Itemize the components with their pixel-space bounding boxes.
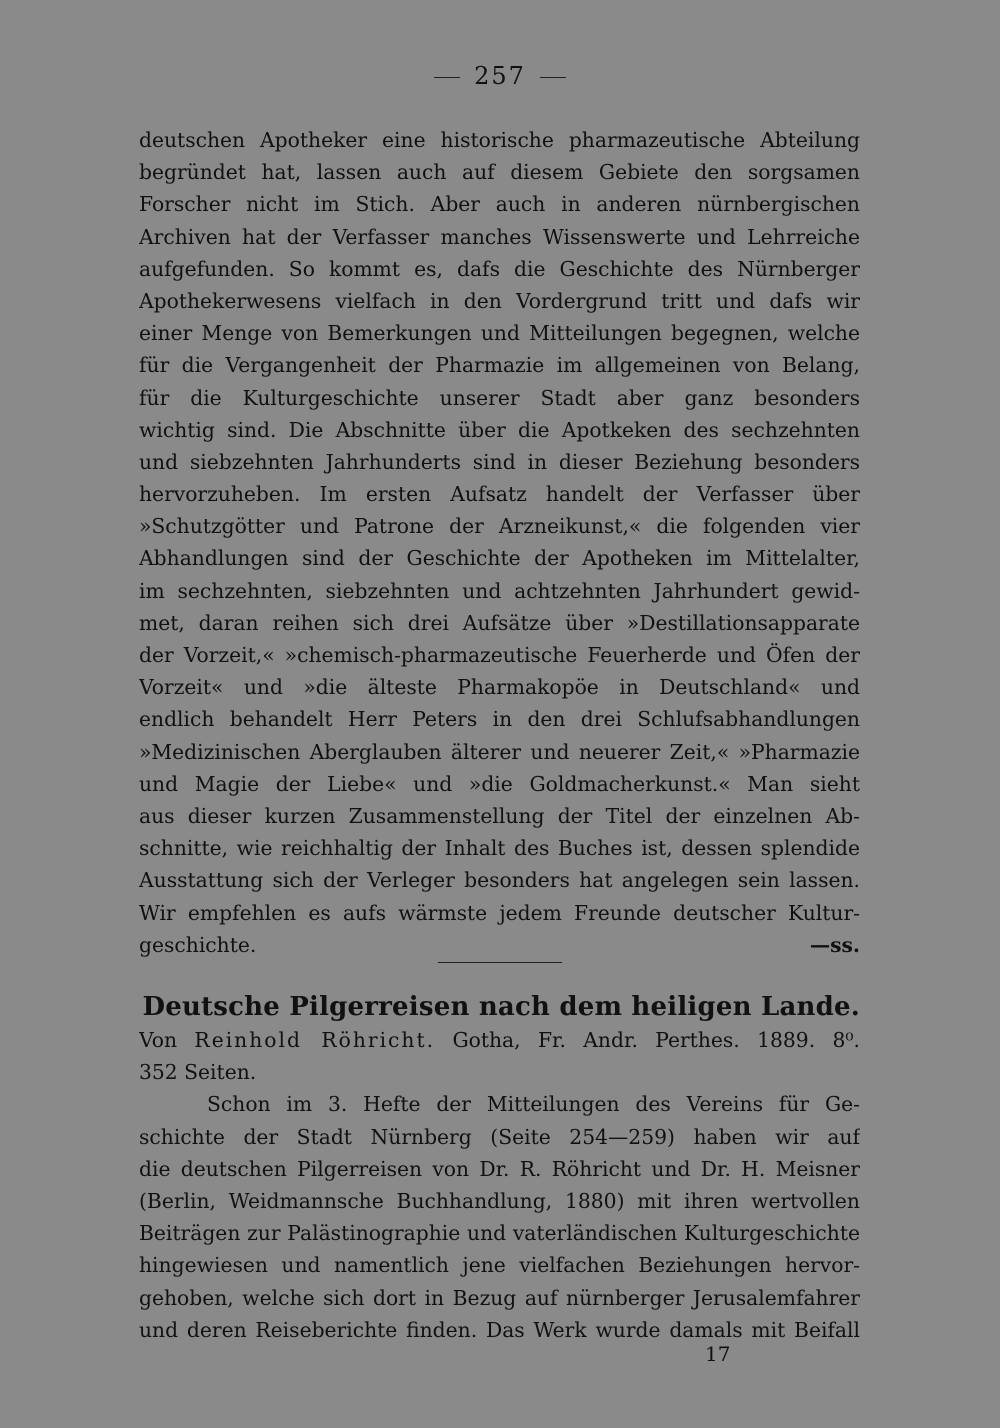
text-line: Apothekerwesens vielfach in den Vordergrund tritt und dafs wir bbox=[139, 288, 860, 313]
header-dash-right bbox=[540, 77, 566, 78]
closing-line bbox=[139, 929, 860, 961]
signature-mark: 17 bbox=[705, 1342, 731, 1366]
text-line: im sechzehnten, siebzehnten und achtzehnten Jahrhundert gewid- bbox=[139, 578, 860, 603]
publication-info: Gotha, Fr. Andr. Perthes. 1889. 8⁰. bbox=[452, 1028, 860, 1052]
text-line: für die Kulturgeschichte unserer Stadt aber ganz besonders bbox=[139, 385, 860, 410]
author-prefix: Von bbox=[139, 1028, 178, 1052]
text-line: Abhandlungen sind der Geschichte der Apotheken im Mittelalter, bbox=[139, 546, 860, 571]
text-line: der Vorzeit,« »chemisch-pharmazeutische Feuerherde und Öfen der bbox=[139, 643, 860, 667]
text-line: aus dieser kurzen Zusammenstellung der Titel der einzelnen Ab- bbox=[139, 803, 860, 828]
text-line: und deren Reiseberichte finden. Das Werk wurde damals mit Beifall bbox=[139, 1317, 860, 1342]
page-count: 352 Seiten. bbox=[139, 1060, 257, 1085]
text-line: begründet hat, lassen auch auf diesem Gebiete den sorgsamen bbox=[139, 160, 860, 185]
text-line: und siebzehnten Jahrhunderts sind in dieser Beziehung besonders bbox=[139, 449, 860, 474]
text-line: Ausstattung sich der Verleger besonders hat angelegen sein lassen. bbox=[139, 868, 860, 893]
text-line: Vorzeit« und »die älteste Pharmakopöe in Deutschland« und bbox=[139, 675, 860, 700]
text-line: für die Vergangenheit der Pharmazie im allgemeinen von Belang, bbox=[139, 353, 860, 378]
text-line: Wir empfehlen es aufs wärmste jedem Freunde deutscher Kultur- bbox=[139, 900, 860, 925]
text-line: schnitte, wie reichhaltig der Inhalt des Buches ist, dessen splendide bbox=[139, 836, 860, 861]
review-2-body bbox=[139, 1024, 860, 1346]
page-header bbox=[0, 62, 1000, 90]
text-line: die deutschen Pilgerreisen von Dr. R. Röhricht und Dr. H. Meisner bbox=[139, 1156, 860, 1181]
text-line: wichtig sind. Die Abschnitte über die Apotkeken des sechzehnten bbox=[139, 417, 860, 442]
text-line: Archiven hat der Verfasser manches Wissenswerte und Lehrreiche bbox=[139, 224, 860, 249]
text-line: (Berlin, Weidmannsche Buchhandlung, 1880) mit ihren wertvollen bbox=[139, 1188, 860, 1213]
page-number: 257 bbox=[474, 62, 526, 90]
text-line: geschichte. bbox=[139, 932, 257, 957]
bibliographic-line bbox=[139, 1024, 860, 1056]
text-line: schichte der Stadt Nürnberg (Seite 254—259) haben wir auf bbox=[139, 1124, 860, 1149]
text-line: gehoben, welche sich dort in Bezug auf nürnberger Jerusalemfahrer bbox=[139, 1285, 860, 1310]
text-line: aufgefunden. So kommt es, dafs die Geschichte des Nürnberger bbox=[139, 256, 860, 281]
text-line: »Schutzgötter und Patrone der Arzneikunst,« die folgenden vier bbox=[139, 514, 860, 539]
text-line: Schon im 3. Hefte der Mitteilungen des Vereins für Ge- bbox=[207, 1092, 860, 1117]
review-title: Deutsche Pilgerreisen nach dem heiligen Lande. bbox=[142, 992, 860, 1022]
text-line: Beiträgen zur Palästinographie und vaterländischen Kulturgeschichte bbox=[139, 1221, 860, 1246]
book-author: Reinhold Röhricht. bbox=[194, 1028, 436, 1052]
text-line: hingewiesen und namentlich jene vielfachen Beziehungen hervor- bbox=[139, 1253, 860, 1278]
review-1-body bbox=[139, 124, 860, 961]
text-line: met, daran reihen sich drei Aufsätze über »Destillationsapparate bbox=[139, 610, 860, 635]
text-line: einer Menge von Bemerkungen und Mitteilungen begegnen, welche bbox=[139, 321, 860, 346]
text-line: Forscher nicht im Stich. Aber auch in anderen nürnbergischen bbox=[139, 192, 860, 217]
reviewer-signature: —ss. bbox=[809, 932, 860, 957]
header-dash-left bbox=[434, 77, 460, 78]
text-line: endlich behandelt Herr Peters in den drei Schlufsabhandlungen bbox=[139, 707, 860, 732]
text-line: und Magie der Liebe« und »die Goldmacherkunst.« Man sieht bbox=[139, 771, 860, 796]
section-divider bbox=[438, 962, 562, 963]
text-line: hervorzuheben. Im ersten Aufsatz handelt der Verfasser über bbox=[139, 482, 860, 507]
text-line: »Medizinischen Aberglauben älterer und neuerer Zeit,« »Pharmazie bbox=[139, 739, 860, 764]
text-line: deutschen Apotheker eine historische pharmazeutische Abteilung bbox=[139, 128, 860, 152]
